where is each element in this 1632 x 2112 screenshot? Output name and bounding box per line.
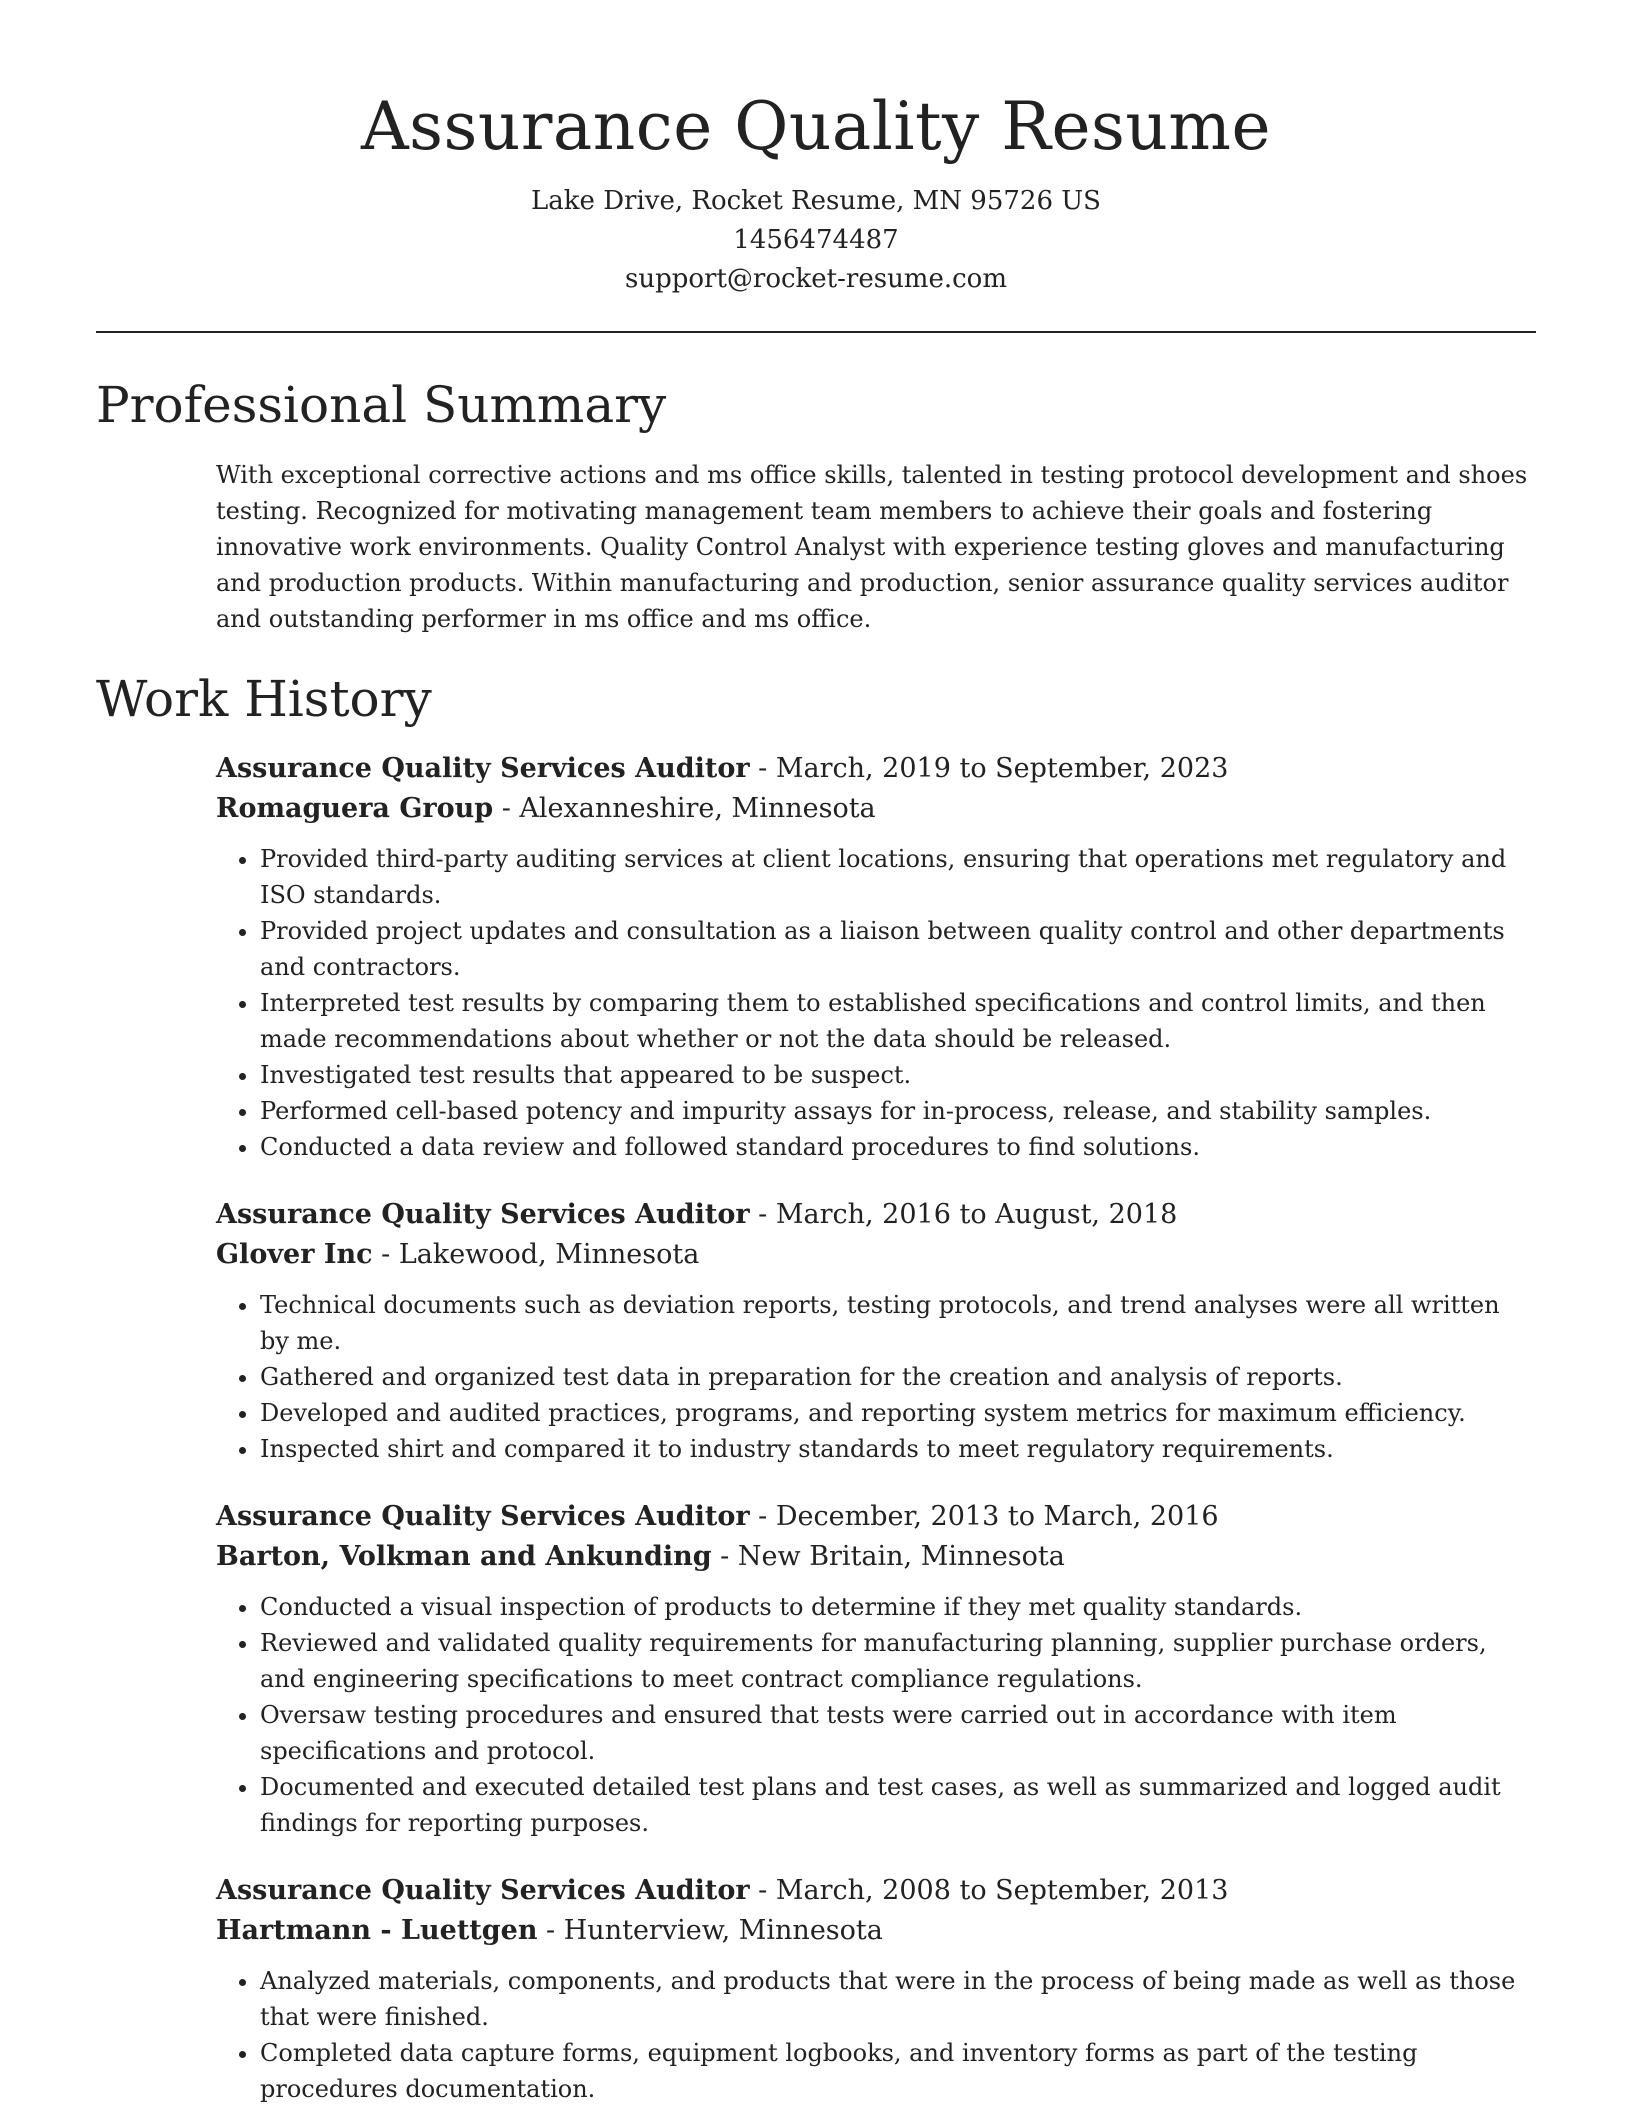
job-company: Glover Inc [216, 1239, 373, 1270]
job-separator: - [711, 1541, 738, 1572]
job-location: New Britain, Minnesota [737, 1541, 1065, 1572]
job-bullets [216, 841, 1536, 1165]
job-bullet: • Reviewed and validated quality requirements for manufacturing planning, supplier purchase orders, and engineering specifications to meet contract compliance regulations. [260, 1625, 1536, 1697]
job-company-line [216, 1235, 1536, 1275]
contact-email: support@rocket-resume.com [624, 264, 1007, 294]
job-bullet: • Oversaw testing procedures and ensured that tests were carried out in accordance with item specifications and protocol. [260, 1697, 1536, 1769]
resume-header [0, 0, 1632, 299]
job-separator: - [749, 1875, 776, 1906]
job-dates: March, 2016 to August, 2018 [775, 1199, 1178, 1230]
job-bullet: • Performed cell-based potency and impurity assays for in-process, release, and stability samples. [260, 1093, 1536, 1129]
job-bullet: • Provided project updates and consultation as a liaison between quality control and other departments and contractors. [260, 913, 1536, 985]
job-bullet: • Investigated test results that appeared to be suspect. [260, 1057, 1536, 1093]
job-entry [216, 1195, 1536, 1467]
job-bullet: • Conducted a visual inspection of products to determine if they met quality standards. [260, 1589, 1536, 1625]
job-bullet: • Provided third-party auditing services at client locations, ensuring that operations met regulatory and ISO standards. [260, 841, 1536, 913]
job-bullet: • Analyzed materials, components, and products that were in the process of being made as well as those that were finished. [260, 1963, 1536, 2035]
job-separator: - [749, 1199, 776, 1230]
job-entry [216, 1497, 1536, 1841]
job-location: Lakewood, Minnesota [398, 1239, 700, 1270]
job-title: Assurance Quality Services Auditor [216, 1199, 750, 1230]
job-company: Romaguera Group [216, 793, 494, 824]
job-title: Assurance Quality Services Auditor [216, 753, 750, 784]
job-company-line [216, 1911, 1536, 1951]
job-bullet: • Interpreted test results by comparing them to established specifications and control limits, and then made recommendations about whether or not the data should be released. [260, 985, 1536, 1057]
job-company-line [216, 1537, 1536, 1577]
job-entry [216, 1871, 1536, 2107]
job-location: Alexanneshire, Minnesota [519, 793, 876, 824]
job-company: Hartmann - Luettgen [216, 1915, 538, 1946]
job-bullet: • Inspected shirt and compared it to industry standards to meet regulatory requirements. [260, 1431, 1536, 1467]
work-history-heading: Work History [96, 670, 432, 728]
job-bullet: • Gathered and organized test data in preparation for the creation and analysis of reports. [260, 1359, 1536, 1395]
header-divider [96, 331, 1536, 333]
contact-phone: 1456474487 [733, 225, 899, 255]
job-bullet: • Documented and executed detailed test plans and test cases, as well as summarized and logged audit findings for reporting purposes. [260, 1769, 1536, 1841]
job-bullet: • Conducted a data review and followed standard procedures to find solutions. [260, 1129, 1536, 1165]
job-company: Barton, Volkman and Ankunding [216, 1541, 712, 1572]
job-bullet: • Technical documents such as deviation reports, testing protocols, and trend analyses were all written by me. [260, 1287, 1536, 1359]
summary-heading: Professional Summary [96, 376, 667, 434]
job-separator: - [749, 1501, 776, 1532]
job-separator: - [749, 753, 776, 784]
job-separator: - [493, 793, 520, 824]
job-dates: March, 2008 to September, 2013 [775, 1875, 1229, 1906]
job-bullets [216, 1287, 1536, 1467]
job-bullets [216, 1963, 1536, 2107]
resume-name: Assurance Quality Resume [360, 88, 1272, 165]
job-company-line [216, 789, 1536, 829]
contact-info [0, 182, 1632, 299]
contact-address: Lake Drive, Rocket Resume, MN 95726 US [531, 186, 1101, 216]
job-separator: - [372, 1239, 399, 1270]
job-title-line [216, 1195, 1536, 1235]
job-title-line [216, 749, 1536, 789]
job-title-line [216, 1871, 1536, 1911]
job-dates: December, 2013 to March, 2016 [775, 1501, 1219, 1532]
job-dates: March, 2019 to September, 2023 [775, 753, 1229, 784]
job-bullet: • Completed data capture forms, equipment logbooks, and inventory forms as part of the testing procedures documentation. [260, 2035, 1536, 2107]
job-entry [216, 749, 1536, 1165]
job-bullet: • Developed and audited practices, programs, and reporting system metrics for maximum efficiency. [260, 1395, 1536, 1431]
job-separator: - [537, 1915, 564, 1946]
job-location: Hunterview, Minnesota [563, 1915, 883, 1946]
job-bullets [216, 1589, 1536, 1841]
job-title: Assurance Quality Services Auditor [216, 1501, 750, 1532]
job-title: Assurance Quality Services Auditor [216, 1875, 750, 1906]
summary-text: With exceptional corrective actions and ms office skills, talented in testing protocol development and shoes testing. Recognized for motivating management team members to achieve their goals and fostering innovative work environments. Quality Control Analyst with experience testing gloves and manufacturing and production products. Within manufacturing and production, senior assurance quality services auditor and outstanding performer in ms office and ms office. [216, 461, 1528, 633]
job-title-line [216, 1497, 1536, 1537]
